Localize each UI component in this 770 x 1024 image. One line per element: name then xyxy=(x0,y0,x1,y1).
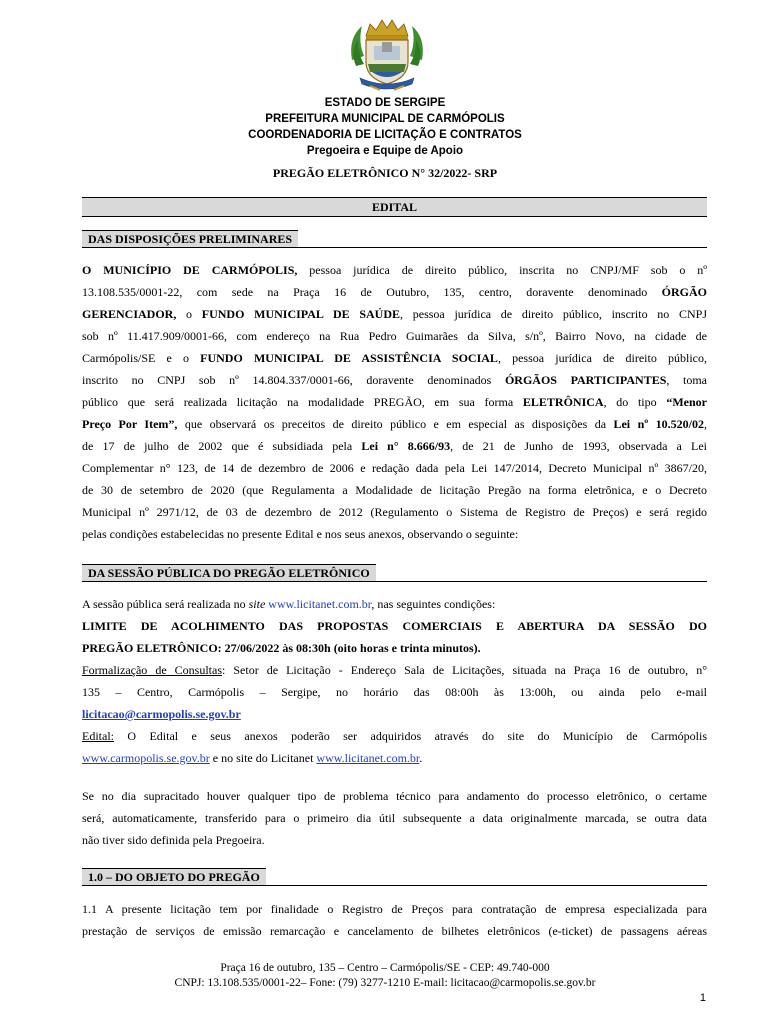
section-heading-objeto xyxy=(82,868,707,886)
section-rule xyxy=(82,885,707,886)
page-footer xyxy=(0,961,770,991)
paragraph-preliminares: O MUNICÍPIO DE CARMÓPOLIS, pessoa jurídica de direito público, inscrita no CNPJ/MF sob o nº 13.108.535/0001-22, com sede na Praça 16 de Outubro, 135, centro, doravente denominado ÓRGÃO GERENCIADOR, o FUNDO MUNICIPAL DE SAÚDE, pessoa jurídica de direito público, inscrito no CNPJ sob nº 11.417.909/0001-66, com endereço na Rua Pedro Guimarães da Silva, s/nº, Bairro Novo, na cidade de Carmópolis/SE e o FUNDO MUNICIPAL DE ASSISTÊNCIA SOCIAL, pessoa jurídica de direito público, inscrito no CNPJ sob nº 14.804.337/0001-66, doravente denominados ÓRGÃOS PARTICIPANTES, toma público que será realizada licitação na modalidade PREGÃO, em sua forma ELETRÔNICA, do tipo “Menor Preço Por Item”, que observará os preceitos de direito público e em especial as disposições da Lei nº 10.520/02, de 17 de julho de 2002 que é subsidiada pela Lei n° 8.666/93, de 21 de Junho de 1993, observada a Lei Complementar n° 123, de 14 de dezembro de 2006 e redação dada pela Lei 147/2014, Decreto Municipal nº 3867/20, de 30 de setembro de 2020 (que Regulamenta a Modalidade de licitação Pregão na forma eletrônica, e o Decreto Municipal nº 2971/12, de 03 de dezembro de 2012 (Regulamento o Sistema de Registro de Preços) e será regido pelas condições estabelecidas no presente Edital e nos seus anexos, observando o seguinte: xyxy=(82,263,707,541)
section-rule xyxy=(82,247,707,248)
licitanet-link[interactable]: www.licitanet.com.br xyxy=(268,597,372,611)
coordination-name: COORDENADORIA DE LICITAÇÃO E CONTRATOS xyxy=(248,129,522,141)
document-title: PREGÃO ELETRÔNICO N° 32/2022- SRP xyxy=(272,166,498,180)
prefecture-name: PREFEITURA MUNICIPAL DE CARMÓPOLIS xyxy=(265,113,505,125)
email-link[interactable]: licitacao@carmopolis.se.gov.br xyxy=(82,707,241,721)
section-label: DAS DISPOSIÇÕES PRELIMINARES xyxy=(82,230,298,248)
section-label: 1.0 – DO OBJETO DO PREGÃO xyxy=(82,868,266,886)
section-heading-sessao xyxy=(82,564,707,582)
page-number: 1 xyxy=(699,992,706,1004)
section-rule xyxy=(82,581,707,582)
footer-address: Praça 16 de outubro, 135 – Centro – Carmópolis/SE - CEP: 49.740-000 xyxy=(220,962,550,974)
paragraph-problema-tecnico: Se no dia supracitado houver qualquer tipo de problema técnico para andamento do processo eletrônico, o certame será, automaticamente, transferido para o primeiro dia útil subsequente a data originalmente marcada, se outra data não tiver sido definida pela Pregoeira. xyxy=(82,789,707,847)
edital-banner: EDITAL xyxy=(82,197,707,217)
paragraph-objeto: 1.1 A presente licitação tem por finalidade o Registro de Preços para contratação de empresa especializada para prestação de serviços de emissão remarcação e cancelamento de bilhetes eletrônicos (e-ticket) de passagens aéreas xyxy=(82,902,707,938)
carmopolis-site-link[interactable]: www.carmopolis.se.gov.br xyxy=(82,751,210,765)
section-label: DA SESSÃO PÚBLICA DO PREGÃO ELETRÔNICO xyxy=(82,564,376,582)
licitanet-site-link[interactable]: www.licitanet.com.br xyxy=(316,751,420,765)
municipal-crest-logo xyxy=(346,16,428,96)
state-name: ESTADO DE SERGIPE xyxy=(324,97,446,109)
footer-contact: CNPJ: 13.108.535/0001-22– Fone: (79) 3277-1210 E-mail: licitacao@carmopolis.se.gov.br xyxy=(174,977,596,989)
paragraph-sessao: A sessão pública será realizada no site www.licitanet.com.br, nas seguintes condições: LIMITE DE ACOLHIMENTO DAS PROPOSTAS COMERCIAIS E ABERTURA DA SESSÃO DO PREGÃO ELETRÔNICO: 27/06/2022 às 08:30h (oito horas e trinta minutos). Formalização de Consultas: Setor de Licitação - Endereço Sala de Licitações, situada na Praça 16 de outubro, n° 135 – Centro, Carmópolis – Sergipe, no horário das 08:00h às 13:00h, ou ainda pelo e-mail licitacao@carmopolis.se.gov.br Edital: O Edital e seus anexos poderão ser adquiridos através do site do Município de Carmópolis www.carmopolis.se.gov.br e no site do Licitanet www.licitanet.com.br. xyxy=(82,597,707,765)
letterhead xyxy=(0,95,770,159)
section-heading-preliminares xyxy=(82,230,707,248)
team-name: Pregoeira e Equipe de Apoio xyxy=(306,145,464,157)
